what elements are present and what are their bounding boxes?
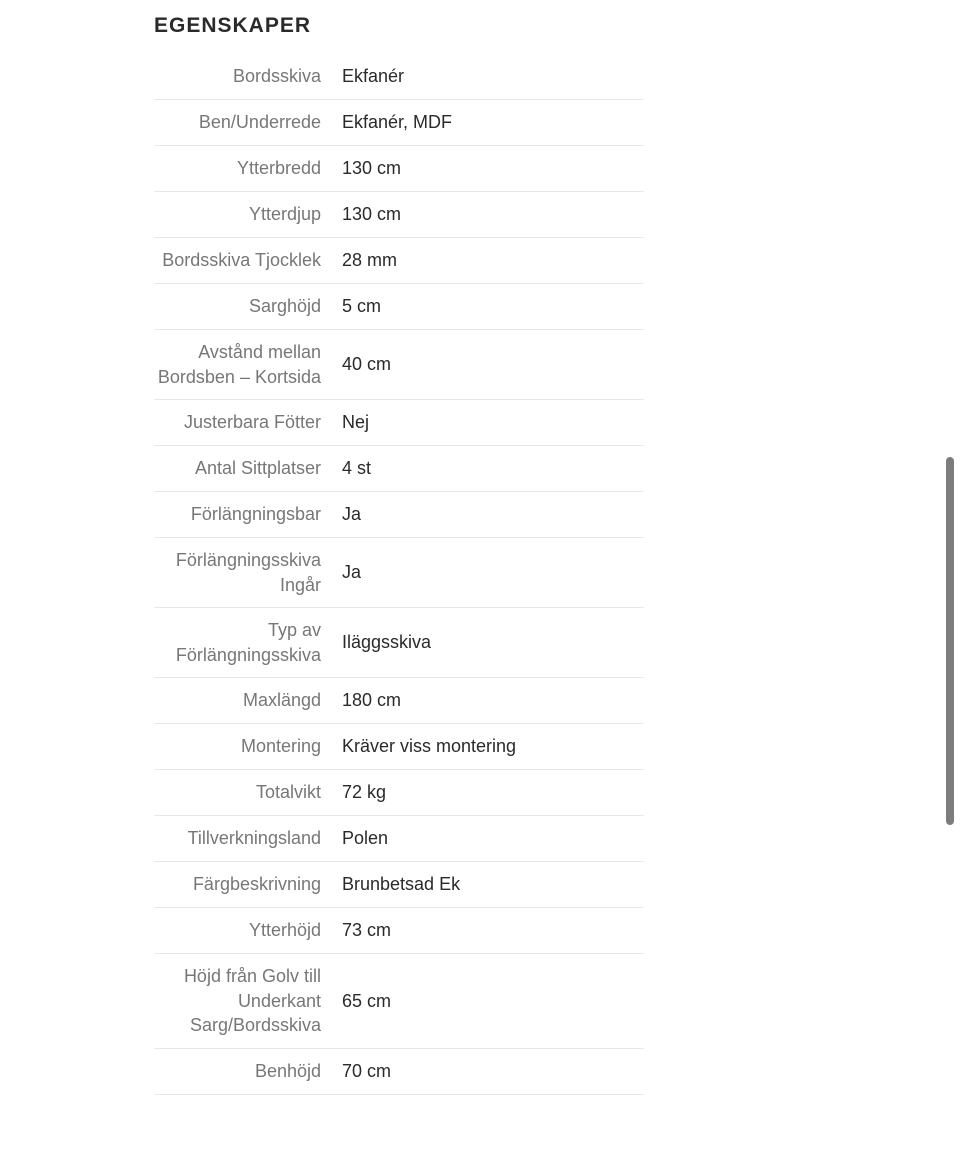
spec-label: Bordsskiva	[232, 66, 321, 87]
spec-value: 180 cm	[342, 690, 402, 711]
spec-value: 40 cm	[342, 354, 392, 375]
spec-row	[154, 100, 644, 146]
spec-label: Tillverkningsland	[187, 828, 321, 849]
spec-label: Höjd från Golv till Underkant Sarg/Bordsskiva	[183, 966, 321, 1035]
spec-label: Ytterbredd	[236, 158, 321, 179]
spec-value: Ja	[342, 504, 362, 525]
spec-label: Antal Sittplatser	[194, 458, 321, 479]
spec-row	[154, 538, 644, 608]
scrollbar-thumb[interactable]	[946, 457, 954, 825]
spec-row	[154, 330, 644, 400]
spec-value: Ekfanér	[342, 66, 405, 87]
spec-value: 70 cm	[342, 1060, 392, 1081]
spec-label: Färgbeskrivning	[192, 874, 321, 895]
spec-row	[154, 1049, 644, 1095]
spec-label: Benhöjd	[254, 1060, 321, 1081]
spec-value: Ja	[342, 562, 362, 583]
spec-value: Brunbetsad Ek	[342, 874, 461, 895]
spec-row	[154, 492, 644, 538]
spec-label: Ytterdjup	[248, 204, 321, 225]
spec-value: 130 cm	[342, 204, 402, 225]
spec-label: Ben/Underrede	[198, 112, 321, 133]
spec-row	[154, 816, 644, 862]
spec-label: Förlängningsskiva Ingår	[175, 550, 321, 595]
spec-label: Avstånd mellan Bordsben – Kortsida	[157, 342, 321, 387]
spec-row	[154, 192, 644, 238]
spec-label: Justerbara Fötter	[183, 412, 321, 433]
spec-row	[154, 54, 644, 100]
spec-row	[154, 400, 644, 446]
spec-label: Förlängningsbar	[190, 504, 321, 525]
spec-value: 73 cm	[342, 920, 392, 941]
spec-row	[154, 678, 644, 724]
spec-label: Ytterhöjd	[248, 920, 321, 941]
spec-label: Totalvikt	[255, 782, 321, 803]
spec-row	[154, 770, 644, 816]
spec-value: 130 cm	[342, 158, 402, 179]
spec-value: Kräver viss montering	[342, 736, 517, 757]
spec-value: Nej	[342, 412, 370, 433]
spec-value: 4 st	[342, 458, 372, 479]
spec-label: Typ av Förlängningsskiva	[175, 620, 321, 665]
spec-row	[154, 608, 644, 678]
spec-row	[154, 146, 644, 192]
spec-value: 28 mm	[342, 250, 398, 271]
spec-label: Sarghöjd	[248, 296, 321, 317]
spec-row	[154, 862, 644, 908]
spec-row	[154, 908, 644, 954]
spec-value: 65 cm	[342, 990, 392, 1011]
spec-row	[154, 954, 644, 1049]
specs-table	[154, 54, 644, 1095]
spec-value: 5 cm	[342, 296, 382, 317]
spec-row	[154, 724, 644, 770]
spec-row	[154, 238, 644, 284]
spec-label: Bordsskiva Tjocklek	[162, 250, 321, 271]
spec-value: 72 kg	[342, 782, 387, 803]
section-title: EGENSKAPER	[154, 14, 312, 37]
spec-value: Polen	[342, 828, 389, 849]
spec-label: Montering	[240, 736, 321, 757]
spec-row	[154, 446, 644, 492]
spec-row	[154, 284, 644, 330]
spec-value: Iläggsskiva	[342, 632, 432, 653]
spec-value: Ekfanér, MDF	[342, 112, 453, 133]
spec-label: Maxlängd	[242, 690, 321, 711]
